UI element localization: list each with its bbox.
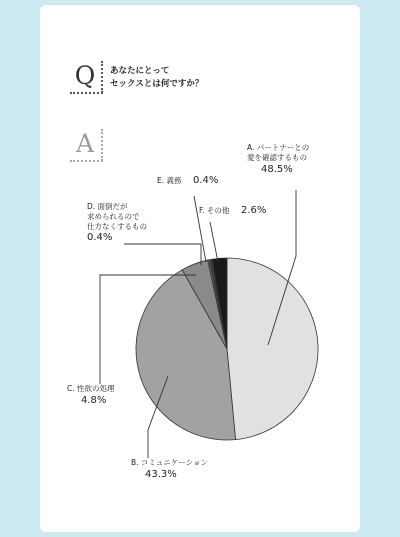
slice-value-d: 0.4% <box>87 232 113 243</box>
question-badge-letter: Q <box>74 61 96 90</box>
slice-label-f-line-1: F. その他 <box>199 206 230 215</box>
pie-slices <box>136 258 318 440</box>
leader-line-d <box>124 244 201 265</box>
leader-line-f <box>210 222 218 262</box>
slice-label-a-line-1: A. パートナーとの <box>247 143 310 152</box>
slice-value-b: 43.3% <box>145 469 177 480</box>
slice-value-c: 4.8% <box>81 395 107 406</box>
slice-value-a: 48.5% <box>261 164 293 175</box>
slice-label-c-line-1: C. 性欲の処理 <box>67 384 115 393</box>
question-line-2: セックスとは何ですか？ <box>110 78 204 89</box>
answer-badge-letter: A <box>75 129 95 158</box>
pie-slice-a <box>227 258 318 440</box>
slice-value-e: 0.4% <box>193 175 219 186</box>
slice-label-d-line-2: 求められるので <box>87 212 140 221</box>
slice-label-a-line-2: 愛を確認するもの <box>247 153 307 162</box>
slice-label-d-line-1: D. 面倒だが <box>87 202 128 211</box>
slice-label-d-line-3: 仕方なくするもの <box>87 222 147 231</box>
question-line-1: あなたにとって <box>110 66 170 76</box>
slice-label-e-line-1: E. 義務 <box>157 176 182 185</box>
slice-label-b-line-1: B. コミュニケーション <box>131 458 208 467</box>
slice-value-f: 2.6% <box>241 205 267 216</box>
